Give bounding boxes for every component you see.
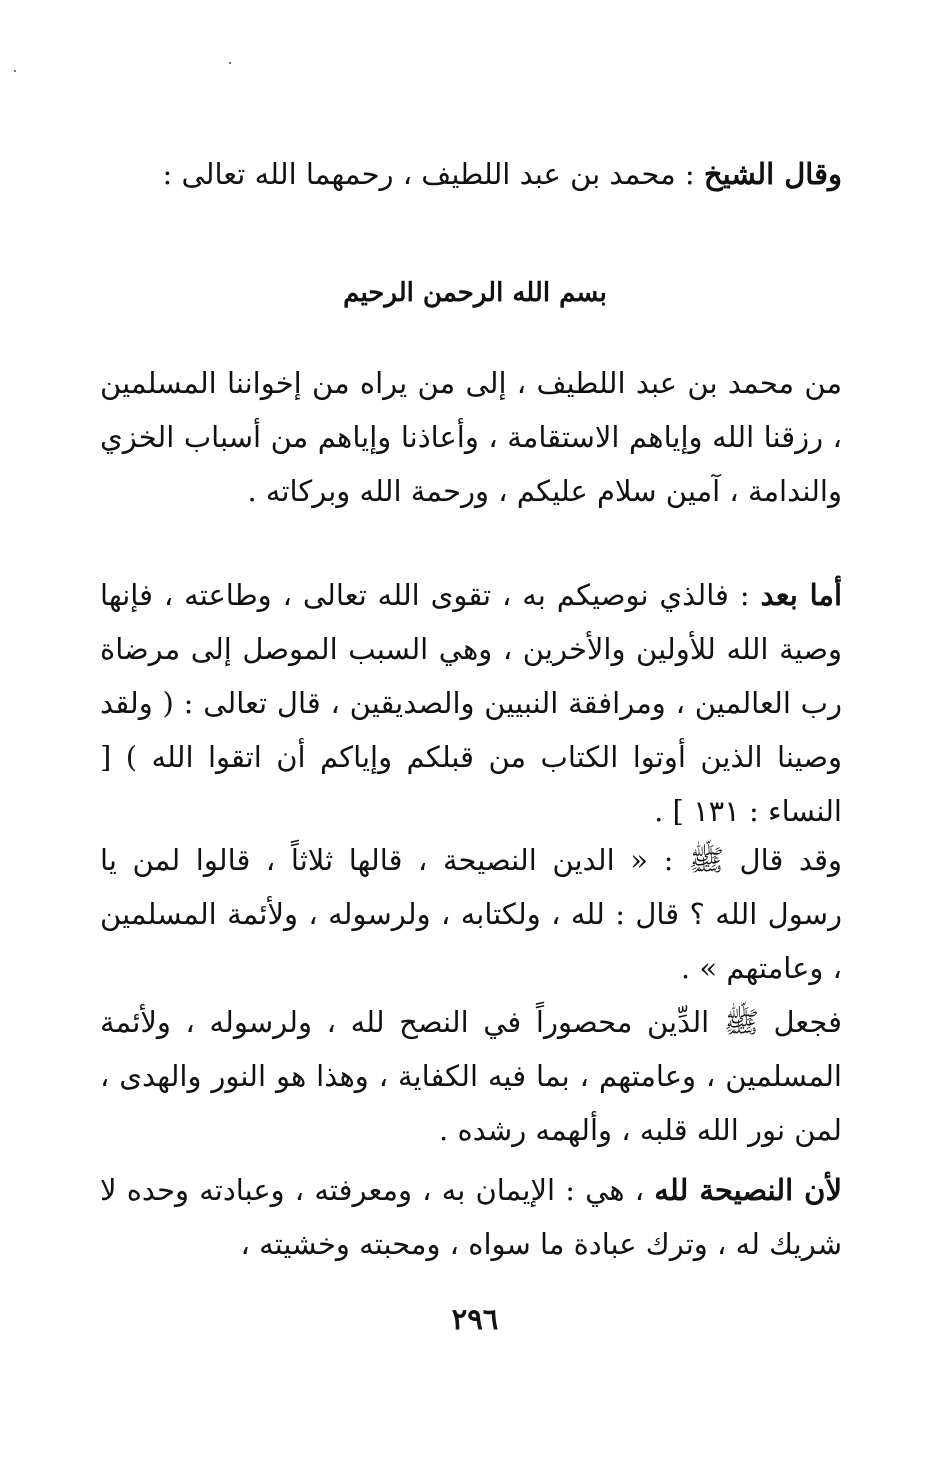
intro-paragraph [100, 147, 842, 201]
paragraph-2-text: : فالذي نوصيكم به ، تقوى الله تعالى ، وطاعته ، فإنها وصية الله للأولين والأخرين ، وهي السبب الموصل إلى مرضاة رب العالمين ، ومرافقة النبيين والصديقين ، قال تعالى : ( ولقد وصينا الذين أوتوا الكتاب من قبلكم وإياكم أن اتقوا الله ) [ النساء : ١٣١ ] . [100, 578, 843, 828]
scan-speck [229, 62, 231, 64]
paragraph-5 [100, 1163, 842, 1271]
paragraph-5-text: ، هي : الإيمان به ، ومعرفته ، وعبادته وحده لا شريك له ، وترك عبادة ما سواه ، ومحبته وخشيته ، [100, 1173, 842, 1261]
paragraph-4: فجعل ﷺ الدِّين محصوراً في النصح لله ، ولرسوله ، ولأئمة المسلمين ، وعامتهم ، بما فيه الكفاية ، وهذا هو النور والهدى ، لمن نور الله قلبه ، وألهمه رشده . [100, 1005, 842, 1147]
paragraph-2 [100, 568, 842, 838]
page-number: ٢٩٦ [451, 1302, 499, 1336]
paragraph-1: من محمد بن عبد اللطيف ، إلى من يراه من إخواننا المسلمين ، رزقنا الله وإياهم الاستقامة ، وأعاذنا وإياهم من أسباب الخزي والندامة ، آمين سلام عليكم ، ورحمة الله وبركاته . [100, 366, 842, 508]
intro-text: : محمد بن عبد اللطيف ، رحمهما الله تعالى : [162, 157, 704, 191]
paragraph-2-heading: أما بعد [760, 578, 843, 612]
basmala: بسم الله الرحمن الرحيم [343, 278, 607, 308]
intro-speaker: وقال الشيخ [703, 157, 842, 191]
paragraph-3: وقد قال ﷺ : « الدين النصيحة ، قالها ثلاثاً ، قالوا لمن يا رسول الله ؟ قال : لله ، ولكتابه ، ولرسوله ، ولأئمة المسلمين ، وعامتهم » . [100, 843, 842, 985]
paragraph-5-heading: لأن النصيحة لله [654, 1173, 843, 1207]
scan-speck [14, 70, 16, 72]
